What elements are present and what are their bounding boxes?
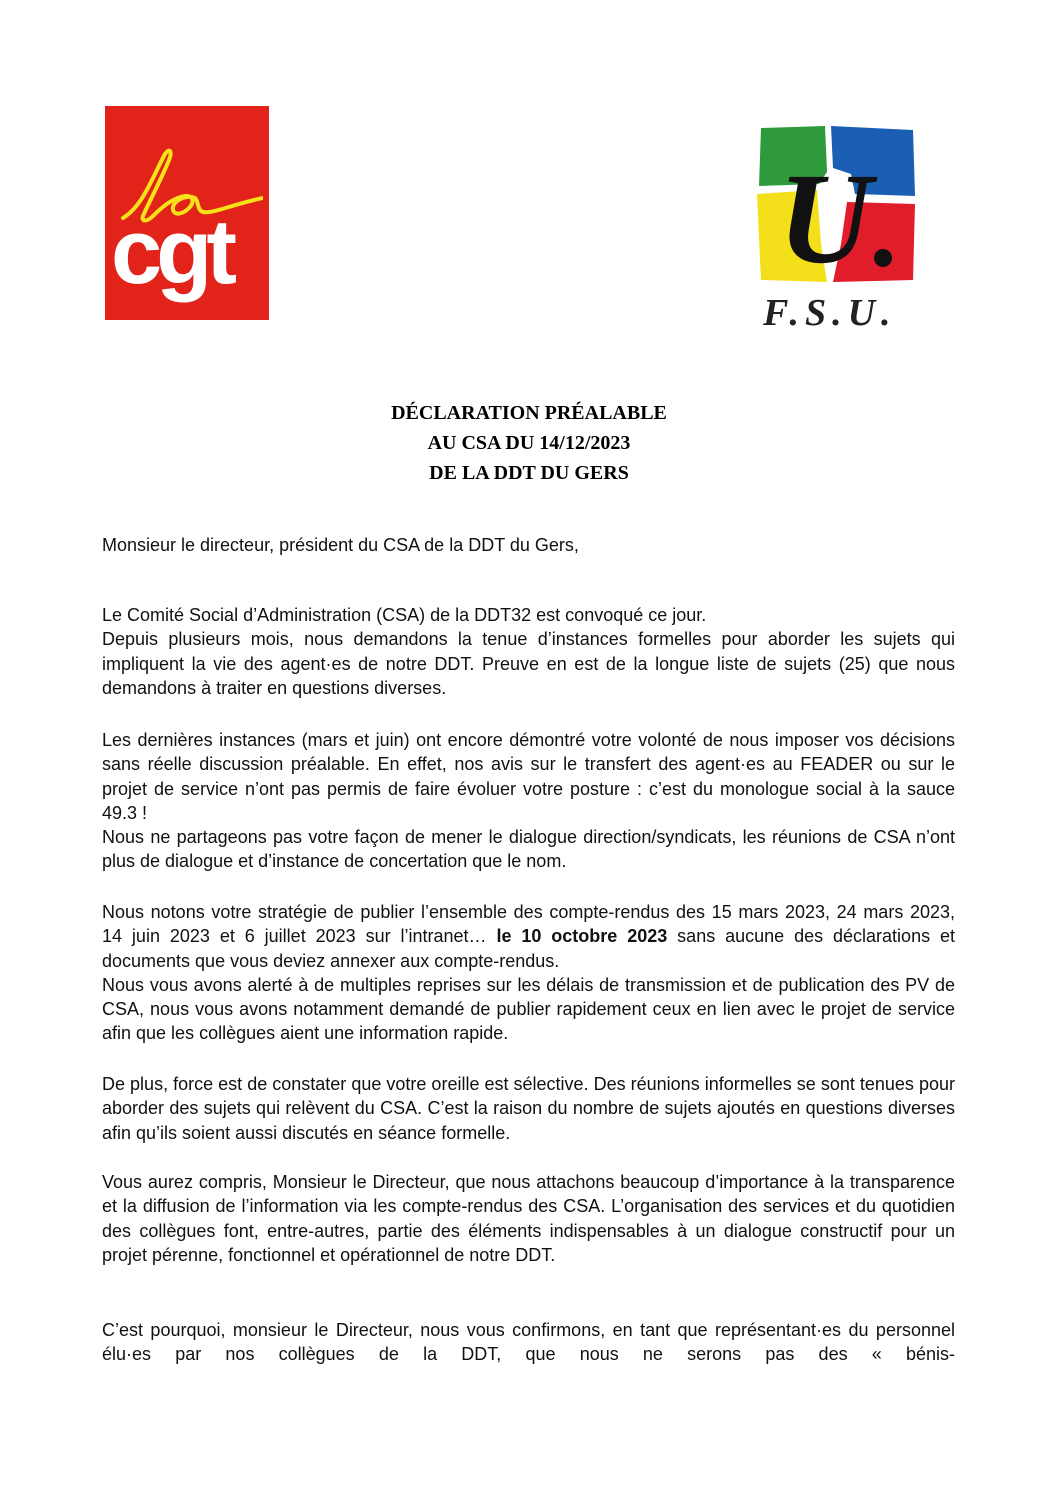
paragraph-2	[102, 728, 955, 874]
fsu-wordmark: F.S.U.	[763, 292, 897, 334]
paragraph-3a-post: sans aucune des déclarations et documents que vous deviez annexer aux compte-rendus.	[102, 926, 956, 971]
paragraph-4-text: De plus, force est de constater que votre oreille est sélective. Des réunions informelles se sont tenues pour aborder des sujets qui relèvent du CSA. C’est la raison du nombre de sujets ajoutés en questions diverses afin qu’ils soient aussi discutés en séance formelle.	[102, 1074, 955, 1143]
paragraph-3a-pre: Nous notons votre stratégie de publier l’ensemble des compte-rendus des 15 mars 2023, 24 mars 2023, 14 juin 2023 et 6 juillet 2023 sur l’intranet…	[102, 902, 955, 947]
document-title	[0, 398, 1058, 488]
paragraph-6	[102, 1318, 955, 1367]
title-line-1: DÉCLARATION PRÉALABLE	[391, 402, 667, 424]
paragraph-5-text: Vous aurez compris, Monsieur le Directeur, que nous attachons beaucoup d’importance à la transparence et la diffusion de l’information via les compte-rendus des CSA. L’organisation des services et du quotidien des collègues font, entre-autres, partie des éléments indispensables à un dialogue constructif pour un projet pérenne, fonctionnel et opérationnel de notre DDT.	[102, 1172, 955, 1265]
svg-text:U: U	[778, 147, 872, 284]
paragraph-3a	[102, 900, 955, 973]
salutation	[102, 533, 955, 557]
fsu-logo	[755, 124, 920, 334]
paragraph-2b: Nous ne partageons pas votre façon de mener le dialogue direction/syndicats, les réunions de CSA n’ont plus de dialogue et d’instance de concertation que le nom.	[102, 827, 955, 872]
cgt-wordmark: cgt	[111, 201, 231, 303]
title-line-2: AU CSA DU 14/12/2023	[427, 432, 631, 454]
paragraph-3a-date: le 10 octobre 2023	[496, 926, 668, 947]
paragraph-1a: Le Comité Social d’Administration (CSA) de la DDT32 est convoqué ce jour.	[102, 605, 707, 625]
paragraph-4	[102, 1072, 955, 1145]
paragraph-3	[102, 900, 955, 1046]
fsu-mosaic	[755, 124, 917, 284]
paragraph-6-text: C’est pourquoi, monsieur le Directeur, nous vous confirmons, en tant que représentant·es du personnel élu·es par nos collègues de la DDT, que nous ne serons pas des « bénis-	[102, 1320, 955, 1365]
salutation-text: Monsieur le directeur, président du CSA de la DDT du Gers,	[102, 535, 579, 555]
paragraph-2a: Les dernières instances (mars et juin) ont encore démontré votre volonté de nous imposer vos décisions sans réelle discussion préalable. En effet, nos avis sur le transfert des agent·es au FEADER ou sur le projet de service n’ont pas permis de faire évoluer votre posture : c’est du monologue social à la sauce 49.3 !	[102, 730, 955, 823]
paragraph-5	[102, 1170, 955, 1267]
paragraph-1b: Depuis plusieurs mois, nous demandons la tenue d’instances formelles pour aborder les sujets qui impliquent la vie des agent·es de notre DDT. Preuve en est de la longue liste de sujets (25) que nous demandons à traiter en questions diverses.	[102, 629, 955, 698]
paragraph-1	[102, 603, 955, 700]
title-line-3: DE LA DDT DU GERS	[429, 462, 629, 484]
paragraph-3b: Nous vous avons alerté à de multiples reprises sur les délais de transmission et de publication des PV de CSA, nous vous avons notamment demandé de publier rapidement ceux en lien avec le projet de service afin que les collègues aient une information rapide.	[102, 974, 955, 1044]
cgt-logo	[105, 106, 269, 320]
